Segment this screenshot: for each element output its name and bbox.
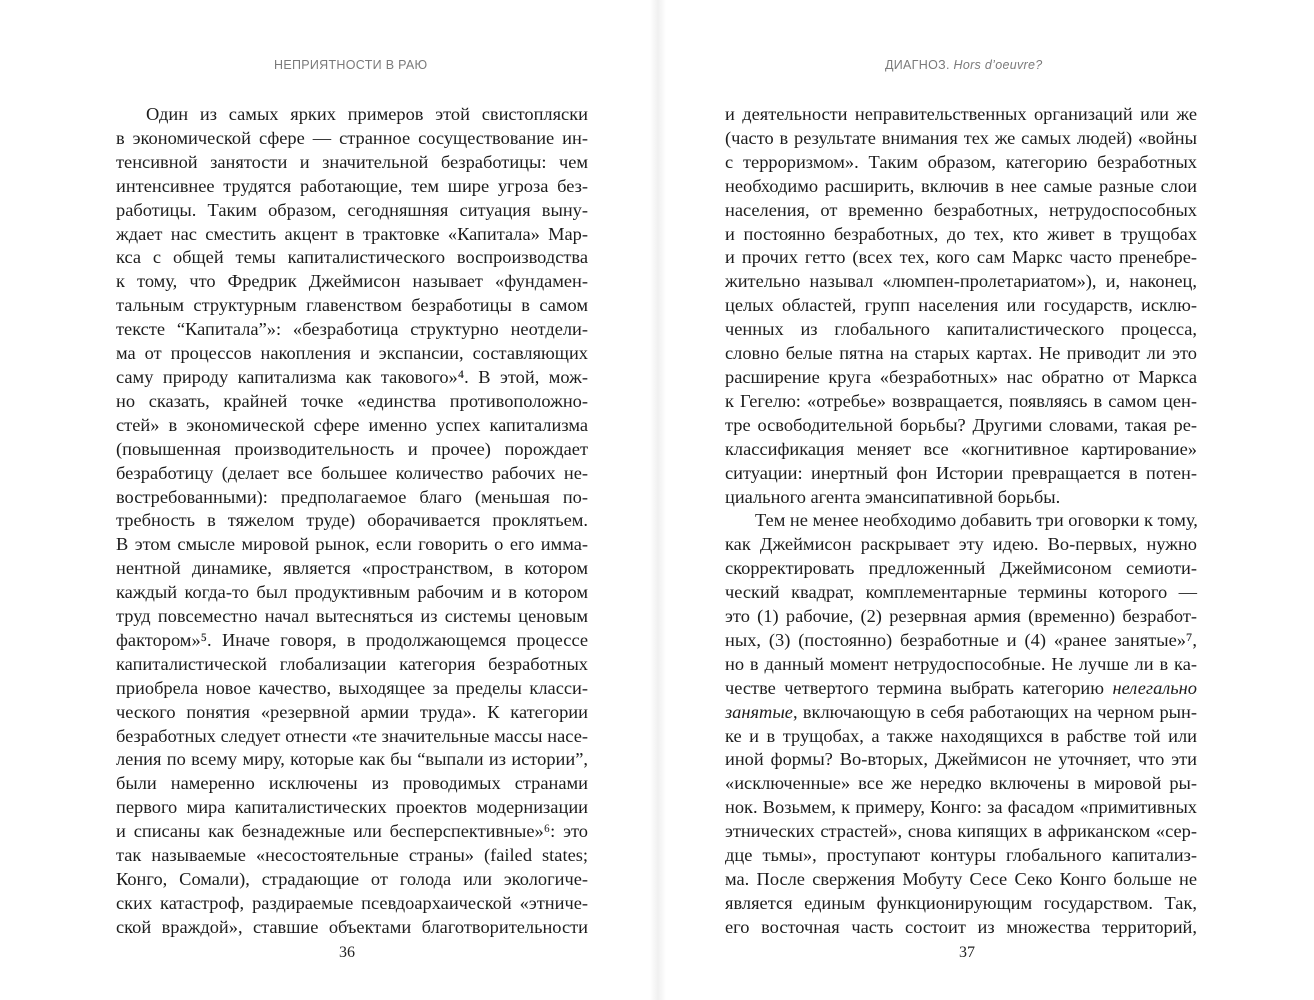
text-line: и постоянно безработных, до тех, кто живет в трущобах (725, 223, 1197, 244)
text-line: и списаны как безнадежные или бесперспективные»⁶: это (116, 821, 588, 842)
text-line: необходимо расширить, включив в нее самые разные слои (725, 175, 1197, 196)
text-line: ских катастроф, раздираемые псевдоархаической «этниче- (116, 892, 588, 913)
text-line: честве четвертого термина выбрать категорию нелегально (725, 677, 1197, 698)
text-line: словно белые пятна на старых картах. Не приводит ли это (725, 343, 1197, 364)
text-line: ченных из глобального капиталистического процесса, (725, 319, 1197, 340)
text-line: к Гегелю: «отребье» возвращается, появляясь в самом цен- (725, 390, 1197, 411)
text-line: приобрела новое качество, выходящее за пределы класси- (116, 677, 588, 698)
text-line: интенсивнее трудятся работающие, тем шире угроза без- (116, 175, 588, 196)
text-line: жительно называл «люмпен-пролетариатом»), и, наконец, (725, 271, 1197, 292)
text-line: ма от процессов накопления и экспансии, составляющих (116, 343, 588, 364)
text-line: тексте “Капитала”»: «безработица структурно неотдели- (116, 319, 588, 340)
text-line: этнических страстей», снова кипящих в африканском «сер- (725, 821, 1197, 842)
text-line: и прочих гетто (всех тех, кого сам Маркс часто пренебре- (725, 247, 1197, 268)
text-line: населения, от временно безработных, нетрудоспособных (725, 199, 1197, 220)
text-line: но в данный момент нетрудоспособные. Не лучше ли в ка- (725, 653, 1197, 674)
text-line: его восточная часть состоит из множества территорий, (725, 916, 1197, 937)
text-line: работицы. Таким образом, сегодняшняя ситуация выну- (116, 199, 588, 220)
running-head-right-italic: Hors d’oeuvre? (953, 58, 1043, 72)
text-line: циального агента эмансипативной борьбы. (725, 486, 1061, 507)
text-line: и деятельности неправительственных организаций или же (725, 104, 1197, 124)
page-number-left: 36 (339, 944, 355, 961)
text-line: ления по всему миру, которые как бы “выпали из истории”, (116, 749, 588, 770)
text-line: ке и в трущобах, а также находящихся в рабстве той или (725, 725, 1197, 746)
text-line: первого мира капиталистических проектов модернизации (116, 797, 588, 818)
text-line: (часто в результате внимания тех же самых людей) «войны (725, 127, 1197, 148)
text-line: но сказать, крайней точке «единства противоположно- (116, 390, 588, 411)
text-line: капиталистической глобализации категория безработных (116, 653, 588, 674)
text-line: Тем не менее необходимо добавить три оговорки к тому, (755, 510, 1198, 531)
text-line: труд повсеместно начал вытесняться из системы ценовым (116, 606, 588, 627)
text-line: требность в тяжелом труде) оборачивается проклятьем. (116, 510, 588, 531)
text-line: были намеренно исключены из проводимых странами (116, 773, 588, 794)
text-line: стей» в экономической сфере именно успех капитализма (116, 414, 588, 435)
text-line: к тому, что Фредрик Джеймисон называет «фундамен- (116, 271, 588, 292)
text-line: безработных следует отнести «те значительные массы насе- (116, 725, 588, 746)
text-line: скорректировать предложенный Джеймисоном семиоти- (725, 558, 1197, 579)
text-line: (повышенная производительность и прочее) порождает (116, 438, 588, 459)
running-head-right (885, 58, 1042, 72)
text-line: в экономической сфере — странное сосуществование ин- (116, 127, 588, 148)
text-line: это (1) рабочие, (2) резервная армия (временно) безработ- (725, 606, 1197, 627)
text-line: Конго, Сомали), страдающие от голода или экологиче- (116, 869, 588, 889)
text-line: ческого понятия «резервной армии труда». К категории (116, 701, 588, 722)
text-line: тре освободительной борьбы? Другими словами, такая ре- (725, 414, 1197, 435)
text-line: как Джеймисон раскрывает эту идею. Во-первых, нужно (725, 534, 1197, 555)
left-page-text (116, 103, 588, 940)
right-page-text (725, 103, 1197, 940)
text-line: ской враждой», ставшие объектами благотворительности (116, 916, 588, 937)
text-line: так называемые «несостоятельные страны» (failed states; (116, 845, 588, 866)
text-line: востребованными): предполагаемое благо (меньшая по- (116, 486, 588, 507)
text-line: тенсивной занятости и значительной безработицы: чем (116, 151, 588, 172)
text-line: с терроризмом». Таким образом, категорию безработных (725, 151, 1197, 172)
text-line: занятые, включающую в себя работающих на черном рын- (725, 701, 1197, 722)
running-head-right-roman: ДИАГНОЗ. (885, 58, 954, 72)
page-number-right: 37 (959, 944, 975, 961)
text-line: ма. После свержения Мобуту Сесе Секо Конго больше не (725, 869, 1197, 889)
text-line: безработицу (делает все большее количество рабочих не- (116, 462, 588, 483)
text-line: целых областей, групп населения или государств, исклю- (725, 295, 1197, 316)
text-line: ческий квадрат, комплементарные термины которого — (725, 582, 1197, 603)
text-line: нок. Возьмем, к примеру, Конго: за фасадом «примитивных (725, 797, 1197, 818)
text-line: тальным структурным главенством безработицы в самом (116, 295, 588, 316)
text-line: «исключенные» все же нередко включены в мировой ры- (725, 773, 1197, 794)
right-page (657, 0, 1314, 1000)
text-line: нентной динамике, является «пространством, в котором (116, 558, 588, 579)
text-line: расширение круга «безработных» нас обратно от Маркса (725, 366, 1197, 387)
text-line: Один из самых ярких примеров этой свистопляски (146, 104, 588, 124)
text-line: классификация меняет все «когнитивное картирование» (725, 438, 1197, 459)
text-line: фактором»⁵. Иначе говоря, в продолжающемся процессе (116, 629, 588, 650)
text-line: ситуации: инертный фон Истории превращается в потен- (725, 462, 1197, 483)
text-line: иной формы? Во-вторых, Джеймисон не уточняет, что эти (725, 749, 1197, 770)
text-line: кса с общей темы капиталистического воспроизводства (116, 247, 588, 268)
text-line: В этом смысле мировой рынок, если говорить о его имма- (116, 534, 588, 555)
text-line: каждый когда-то был продуктивным рабочим и в котором (116, 582, 588, 603)
text-line: дце тьмы», проступают контуры глобального капитализ- (725, 845, 1197, 866)
text-line: ных, (3) (постоянно) безработные и (4) «ранее занятые»⁷, (725, 629, 1197, 650)
text-line: ждает нас сместить акцент в трактовке «Капитала» Мар- (116, 223, 588, 244)
text-line: саму природу капитализма как такового»⁴. В этой, мож- (116, 366, 588, 387)
running-head-left: НЕПРИЯТНОСТИ В РАЮ (274, 58, 428, 72)
text-line: является единым функционирующим государством. Так, (725, 892, 1197, 913)
